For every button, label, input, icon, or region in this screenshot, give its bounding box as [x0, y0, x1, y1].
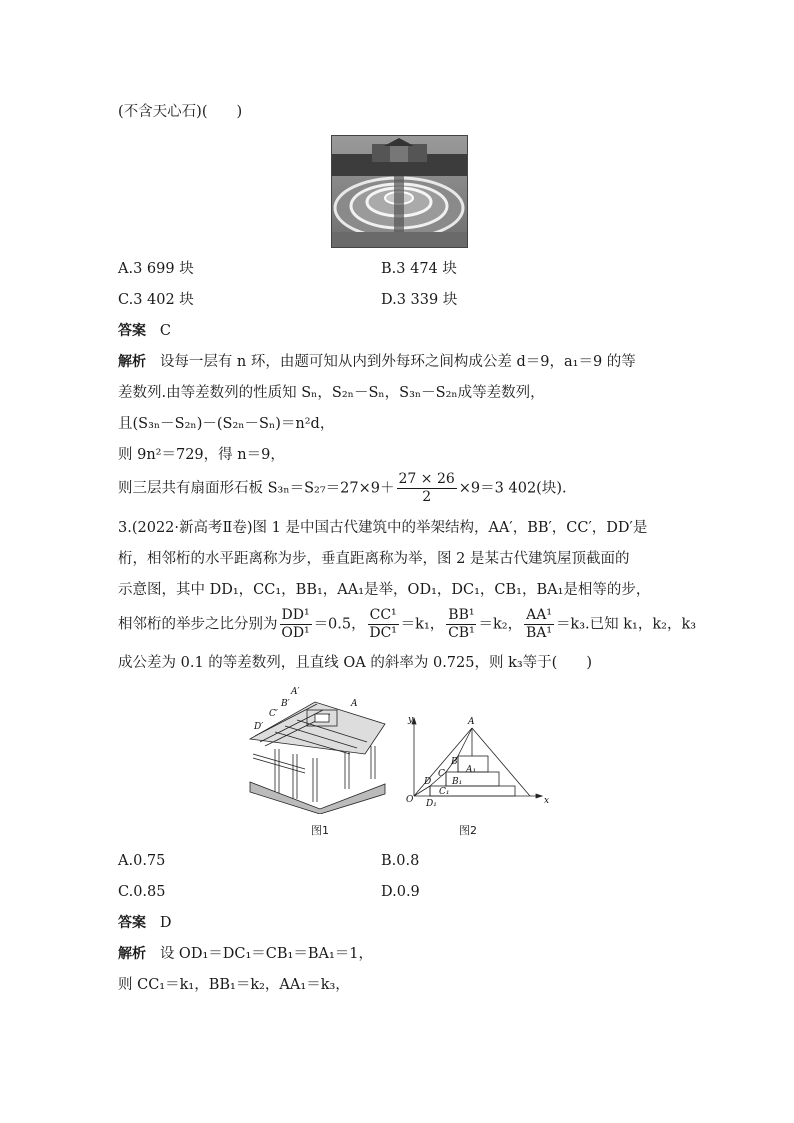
figure-2-caption: 图2 [459, 824, 477, 837]
roof-truss-drawing [245, 684, 390, 814]
answer-value: C [159, 323, 171, 339]
fraction-aa1-ba1: $\frac{\text{AA¹}}{\text{BA¹}}$ [526, 607, 553, 641]
fig2-label-d1: D₁ [426, 799, 437, 808]
fig2-label-x: x [544, 796, 550, 806]
q3-option-c: C.0.85 [118, 884, 166, 900]
fig2-label-a: A [468, 717, 475, 727]
q3-answer [118, 913, 171, 933]
fraction-cc1-dc1: $\frac{\text{CC¹}}{\text{DC¹}}$ [369, 607, 397, 641]
fig2-label-c: C [438, 769, 445, 779]
fraction-27x26-over-2: $\frac{27 \times 26}{2}$ [398, 471, 455, 505]
fig2-label-y: y [408, 715, 414, 725]
altar-photo-graphic [332, 136, 467, 247]
fig2-label-a1: A₁ [466, 765, 477, 775]
fig2-label-d: D [424, 777, 432, 787]
q3-analysis-line-2: 则 CC₁＝k₁，BB₁＝k₂，AA₁＝k₃， [118, 977, 350, 993]
fig2-label-c1: C₁ [439, 787, 450, 797]
q3-stem-line-1: 3.(2022·新高考Ⅱ卷)图 1 是中国古代建筑中的举架结构，AA′，BB′，CC′，DD′是 [118, 520, 648, 536]
analysis-label: 解析 [118, 946, 146, 962]
q2-option-d: D.3 339 块 [381, 292, 458, 308]
cross-section-diagram [400, 712, 550, 808]
q2-prompt-tail: (不含天心石)( ) [118, 104, 243, 120]
q3-option-d: D.0.9 [381, 884, 420, 900]
fig2-label-o: O [406, 795, 414, 805]
q2-option-b: B.3 474 块 [381, 261, 457, 277]
figure-1-caption: 图1 [311, 824, 329, 837]
fig1-label-d-prime: D′ [254, 722, 264, 732]
q2-analysis-line-2: 差数列.由等差数列的性质知 Sₙ，S₂ₙ－Sₙ，S₃ₙ－S₂ₙ成等差数列， [118, 385, 545, 401]
fig1-label-c-prime: C′ [269, 709, 278, 719]
q2-analysis-line-3: 且(S₃ₙ－S₂ₙ)－(S₂ₙ－Sₙ)＝n²d， [118, 416, 335, 432]
answer-label: 答案 [118, 323, 146, 339]
q2-analysis-line-5: 则三层共有扇面形石板 S₃ₙ＝S₂₇＝27×9＋ $\frac{27 \times 26}{2}$ ×9＝3 402(块). [118, 471, 567, 505]
fraction-dd1-od1: $\frac{\text{DD¹}}{\text{OD¹}}$ [281, 607, 310, 641]
answer-value: D [159, 915, 172, 931]
q3-stem-line-5: 成公差为 0.1 的等差数列，且直线 OA 的斜率为 0.725，则 k₃等于( ) [118, 655, 592, 671]
figure-1-roof-truss [245, 684, 390, 814]
fig2-label-b: B [451, 757, 458, 767]
fig2-label-b1: B₁ [452, 777, 463, 787]
q3-option-a: A.0.75 [118, 853, 166, 869]
fraction-bb1-cb1: $\frac{\text{BB¹}}{\text{CB¹}}$ [448, 607, 475, 641]
fig1-label-a-prime: A′ [291, 687, 300, 697]
fig1-label-b-prime: B′ [281, 699, 290, 709]
q2-analysis-line-4: 则 9n²＝729，得 n＝9， [118, 447, 285, 463]
figure-2-cross-section [400, 712, 550, 808]
q2-option-a: A.3 699 块 [118, 261, 194, 277]
q2-analysis-line-1: 解析 设每一层有 n 环，由题可知从内到外每环之间构成公差 d＝9，a₁＝9 的等 [118, 354, 636, 370]
q3-stem-line-2: 桁，相邻桁的水平距离称为步，垂直距离称为举，图 2 是某古代建筑屋顶截面的 [118, 551, 630, 567]
q3-stem-line-4: 相邻桁的举步之比分别为 $\frac{\text{DD¹}}{\text{OD¹}}$ ＝0.5， $\frac{\text{CC¹}}{\text{DC¹}}$ ＝k₁， $\frac{\text{BB¹}}{\text{CB¹}}$ ＝k₂， $\frac{\text{AA¹}}{\text{BA¹}}$ ＝k₃.已知 k₁，k₂，k₃ [118, 607, 697, 641]
q3-stem-line-3: 示意图，其中 DD₁，CC₁，BB₁，AA₁是举，OD₁，DC₁，CB₁，BA₁是相等的步， [118, 582, 651, 598]
q3-analysis-line-1: 解析 设 OD₁＝DC₁＝CB₁＝BA₁＝1， [118, 946, 374, 962]
q3-option-b: B.0.8 [381, 853, 420, 869]
q2-option-c: C.3 402 块 [118, 292, 194, 308]
q2-answer [118, 321, 171, 341]
analysis-label: 解析 [118, 354, 146, 370]
answer-label: 答案 [118, 915, 146, 931]
fig1-label-a: A [351, 699, 358, 709]
circular-mound-altar-photo [331, 135, 468, 248]
